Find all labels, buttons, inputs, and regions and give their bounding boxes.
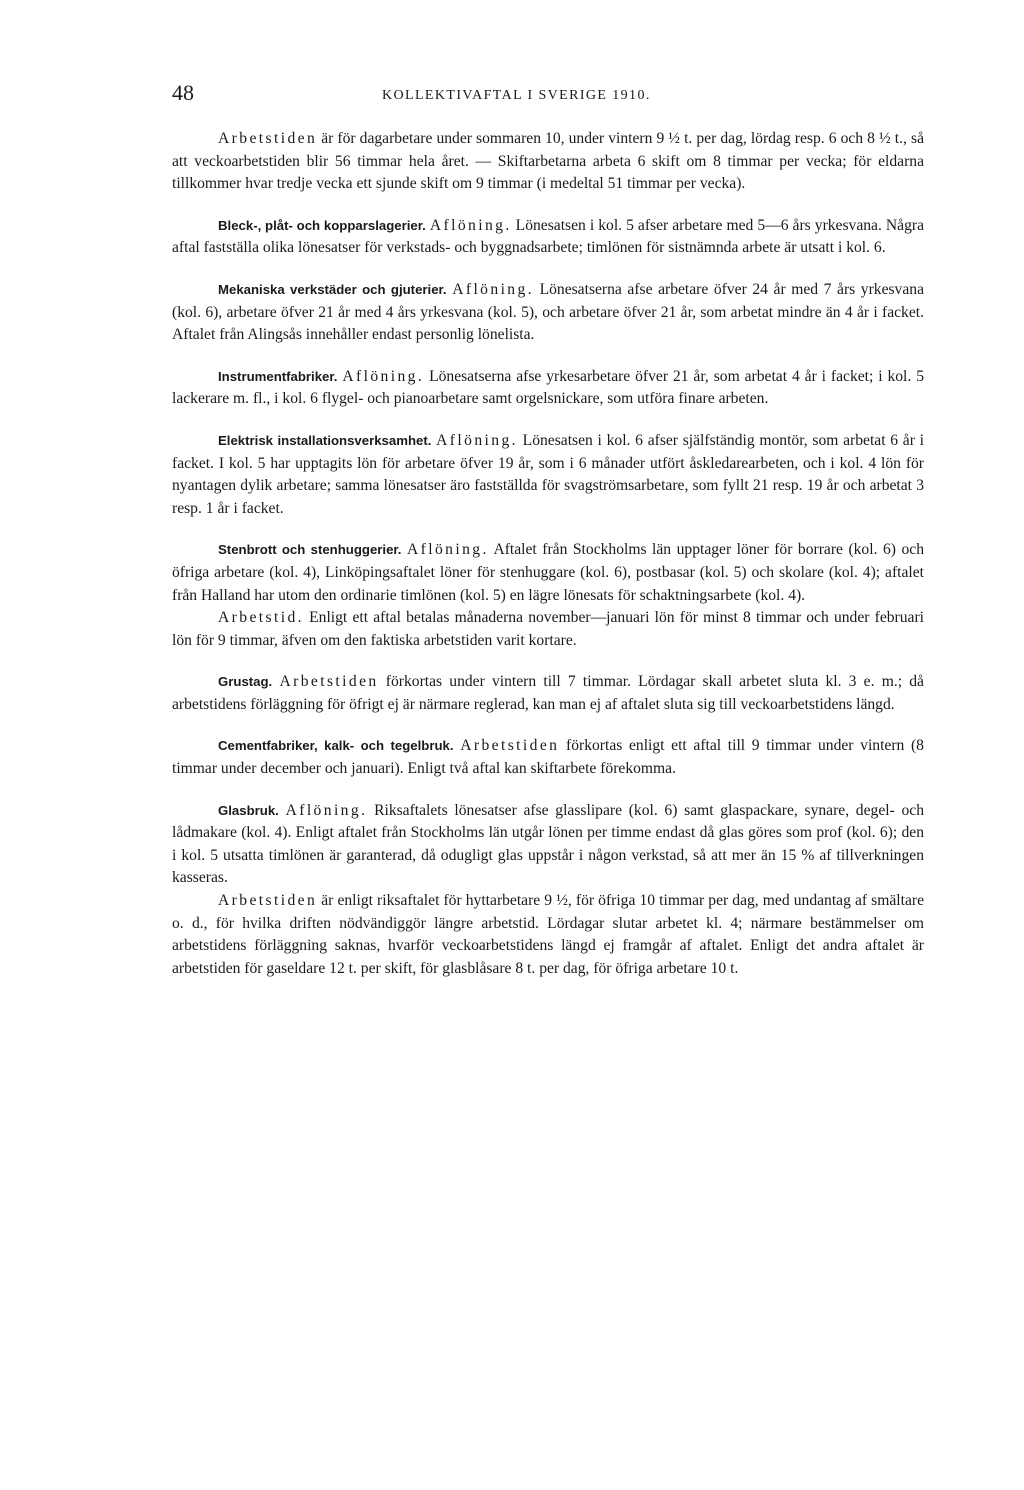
- section-paragraph: [172, 890, 924, 980]
- section-mekaniska: [172, 279, 924, 347]
- section-paragraph: [172, 607, 924, 652]
- section-heading: Stenbrott och stenhuggerier.: [218, 542, 402, 558]
- section-heading: Instrumentfabriker.: [218, 368, 338, 384]
- paragraph-text: Enligt ett aftal betalas månaderna november—januari lön för minst 8 timmar och under februari lön för 9 timmar, äfven om den faktiska arbetstiden varit kortare.: [172, 609, 924, 649]
- section-heading: Bleck-, plåt- och kopparslagerier.: [218, 217, 426, 233]
- paragraph-text: Aftalet från Stockholms län upptager löner för borrare (kol. 6) och öfriga arbetare (kol. 4), Linköpingsaftalet löner för stenhuggare (kol. 6), postbasar (kol. 5) och skolare (kol. 4); aftalet från Halland har utom den ordinarie timlönen (kol. 5) en lägre lönesats för schaktningsarbete (kol. 4).: [172, 541, 924, 604]
- section-paragraph: [172, 800, 924, 890]
- paragraph-text: Lönesatsen i kol. 6 afser själfständig montör, som arbetat 6 år i facket. I kol. 5 har upptagits lön för arbetare öfver 19 år, som i 6 månader utfört åskledarearbeten, och i kol. 4 lön för nyantagen dylik arbetare; samma lönesatser äro fastställda för svagströmsarbetare, som fyllt 21 resp. 19 år och arbetat 3 resp. 1 år i facket.: [172, 431, 924, 517]
- section-stenbrott: [172, 539, 924, 652]
- running-title: KOLLEKTIVAFTAL I SVERIGE 1910.: [382, 88, 651, 103]
- section-paragraph: [172, 671, 924, 716]
- paragraph-text: är för dagarbetare under sommaren 10, under vintern 9 ½ t. per dag, lördag resp. 6 och 8 ½ t., så att veckoarbetstiden blir 56 timmar hela året. — Skiftarbetarna arbeta 6 skift om 8 timmar per vecka; för eldarna tillkommer hvar tredje vecka ett sjunde skift om 9 timmar (i medeltal 51 timmar per vecka).: [172, 130, 924, 193]
- paragraph-text: Riksaftalets lönesatser afse glasslipare (kol. 6) samt glaspackare, synare, degel- och lådmakare (kol. 4). Enligt aftalet från Stockholms län utgår lönen per timme endast då glas göres som prof (kol. 6); den i kol. 5 utsatta timlönen är garanterad, då odugligt glas uppstår i någon verkstad, så att mer än 15 % af tillverkningen kasseras.: [172, 801, 924, 887]
- section-paragraph: [172, 366, 924, 411]
- section-paragraph: [172, 539, 924, 607]
- paragraph-text: Lönesatserna afse arbetare öfver 24 år med 7 års yrkesvana (kol. 6), arbetare öfver 21 år med 4 års yrkesvana (kol. 5), och arbetare öfver 21 år, som arbetat mindre än 4 år i facket. Aftalet från Alingsås innehåller endast personlig lönelista.: [172, 280, 924, 344]
- paragraph-lead: Arbetstiden: [460, 737, 560, 755]
- section-paragraph: [172, 279, 924, 347]
- paragraph-text: förkortas under vintern till 7 timmar. Lördagar skall arbetet sluta kl. 3 e. m.; då arbetstidens förläggning för öfrigt ej är närmare reglerad, kan man ej af aftalet sluta sig till veckoarbetstidens längd.: [172, 673, 924, 713]
- section-elektrisk: [172, 430, 924, 520]
- section-heading: Mekaniska verkstäder och gjuterier.: [218, 281, 447, 297]
- paragraph-text: förkortas enligt ett aftal till 9 timmar under vintern (8 timmar under december och januari). Enligt två aftal kan skiftarbete förekomma.: [172, 737, 924, 778]
- section-heading: Elektrisk installationsverksamhet.: [218, 432, 432, 448]
- section-instrument: [172, 366, 924, 411]
- page-number: 48: [172, 80, 194, 105]
- paragraph-lead: Arbetstiden: [218, 892, 318, 910]
- section-paragraph: [172, 430, 924, 520]
- paragraph-lead: Arbetstiden: [279, 673, 379, 691]
- paragraph-lead: Arbetstiden: [218, 130, 318, 147]
- section-grustag: [172, 671, 924, 716]
- paragraph-text: är enligt riksaftalet för hyttarbetare 9 ½, för öfriga 10 timmar per dag, med undantag af smältare o. d., för hvilka driften nödvändiggör längre arbetstid. Lördagar slutar arbetet kl. 4; närmare bestämmelser om arbetstidens förläggning saknas, hvarför veckoarbetstidens längd ej framgår af aftalet. Enligt det andra aftalet är arbetstiden för gaseldare 12 t. per skift, för glasblåsare 8 t. per dag, för öfriga arbetare 10 t.: [172, 892, 924, 977]
- paragraph-lead: Aflöning.: [285, 801, 368, 819]
- section-glasbruk: [172, 800, 924, 981]
- section-paragraph: [172, 215, 924, 260]
- intro-section: [172, 128, 924, 196]
- paragraph-text: Lönesatserna afse yrkesarbetare öfver 21 år, som arbetat 4 år i facket; i kol. 5 lackerare m. fl., i kol. 6 flygel- och pianoarbetare samt orgelsnickare, som utföra finare arbeten.: [172, 367, 924, 408]
- paragraph-lead: Aflöning.: [407, 541, 489, 559]
- section-heading: Cementfabriker, kalk- och tegelbruk.: [218, 738, 454, 754]
- section-paragraph: [172, 735, 924, 780]
- page-header: [172, 80, 932, 110]
- section-bleck: [172, 215, 924, 260]
- intro-paragraph: [172, 128, 924, 196]
- section-cement: [172, 735, 924, 780]
- body-text: [172, 128, 924, 999]
- paragraph-text: Lönesatsen i kol. 5 afser arbetare med 5—6 års yrkesvana. Några aftal fastställa olika lönesatser för verkstads- och byggnadsarbete; timlönen för sistnämnda arbete är utsatt i kol. 6.: [172, 216, 925, 257]
- section-heading: Glasbruk.: [218, 802, 279, 818]
- paragraph-lead: Aflöning.: [452, 280, 534, 298]
- paragraph-lead: Aflöning.: [436, 431, 518, 449]
- paragraph-lead: Aflöning.: [429, 216, 512, 234]
- paragraph-lead: Aflöning.: [342, 367, 425, 385]
- paragraph-lead: Arbetstid.: [218, 609, 304, 627]
- section-heading: Grustag.: [218, 674, 273, 690]
